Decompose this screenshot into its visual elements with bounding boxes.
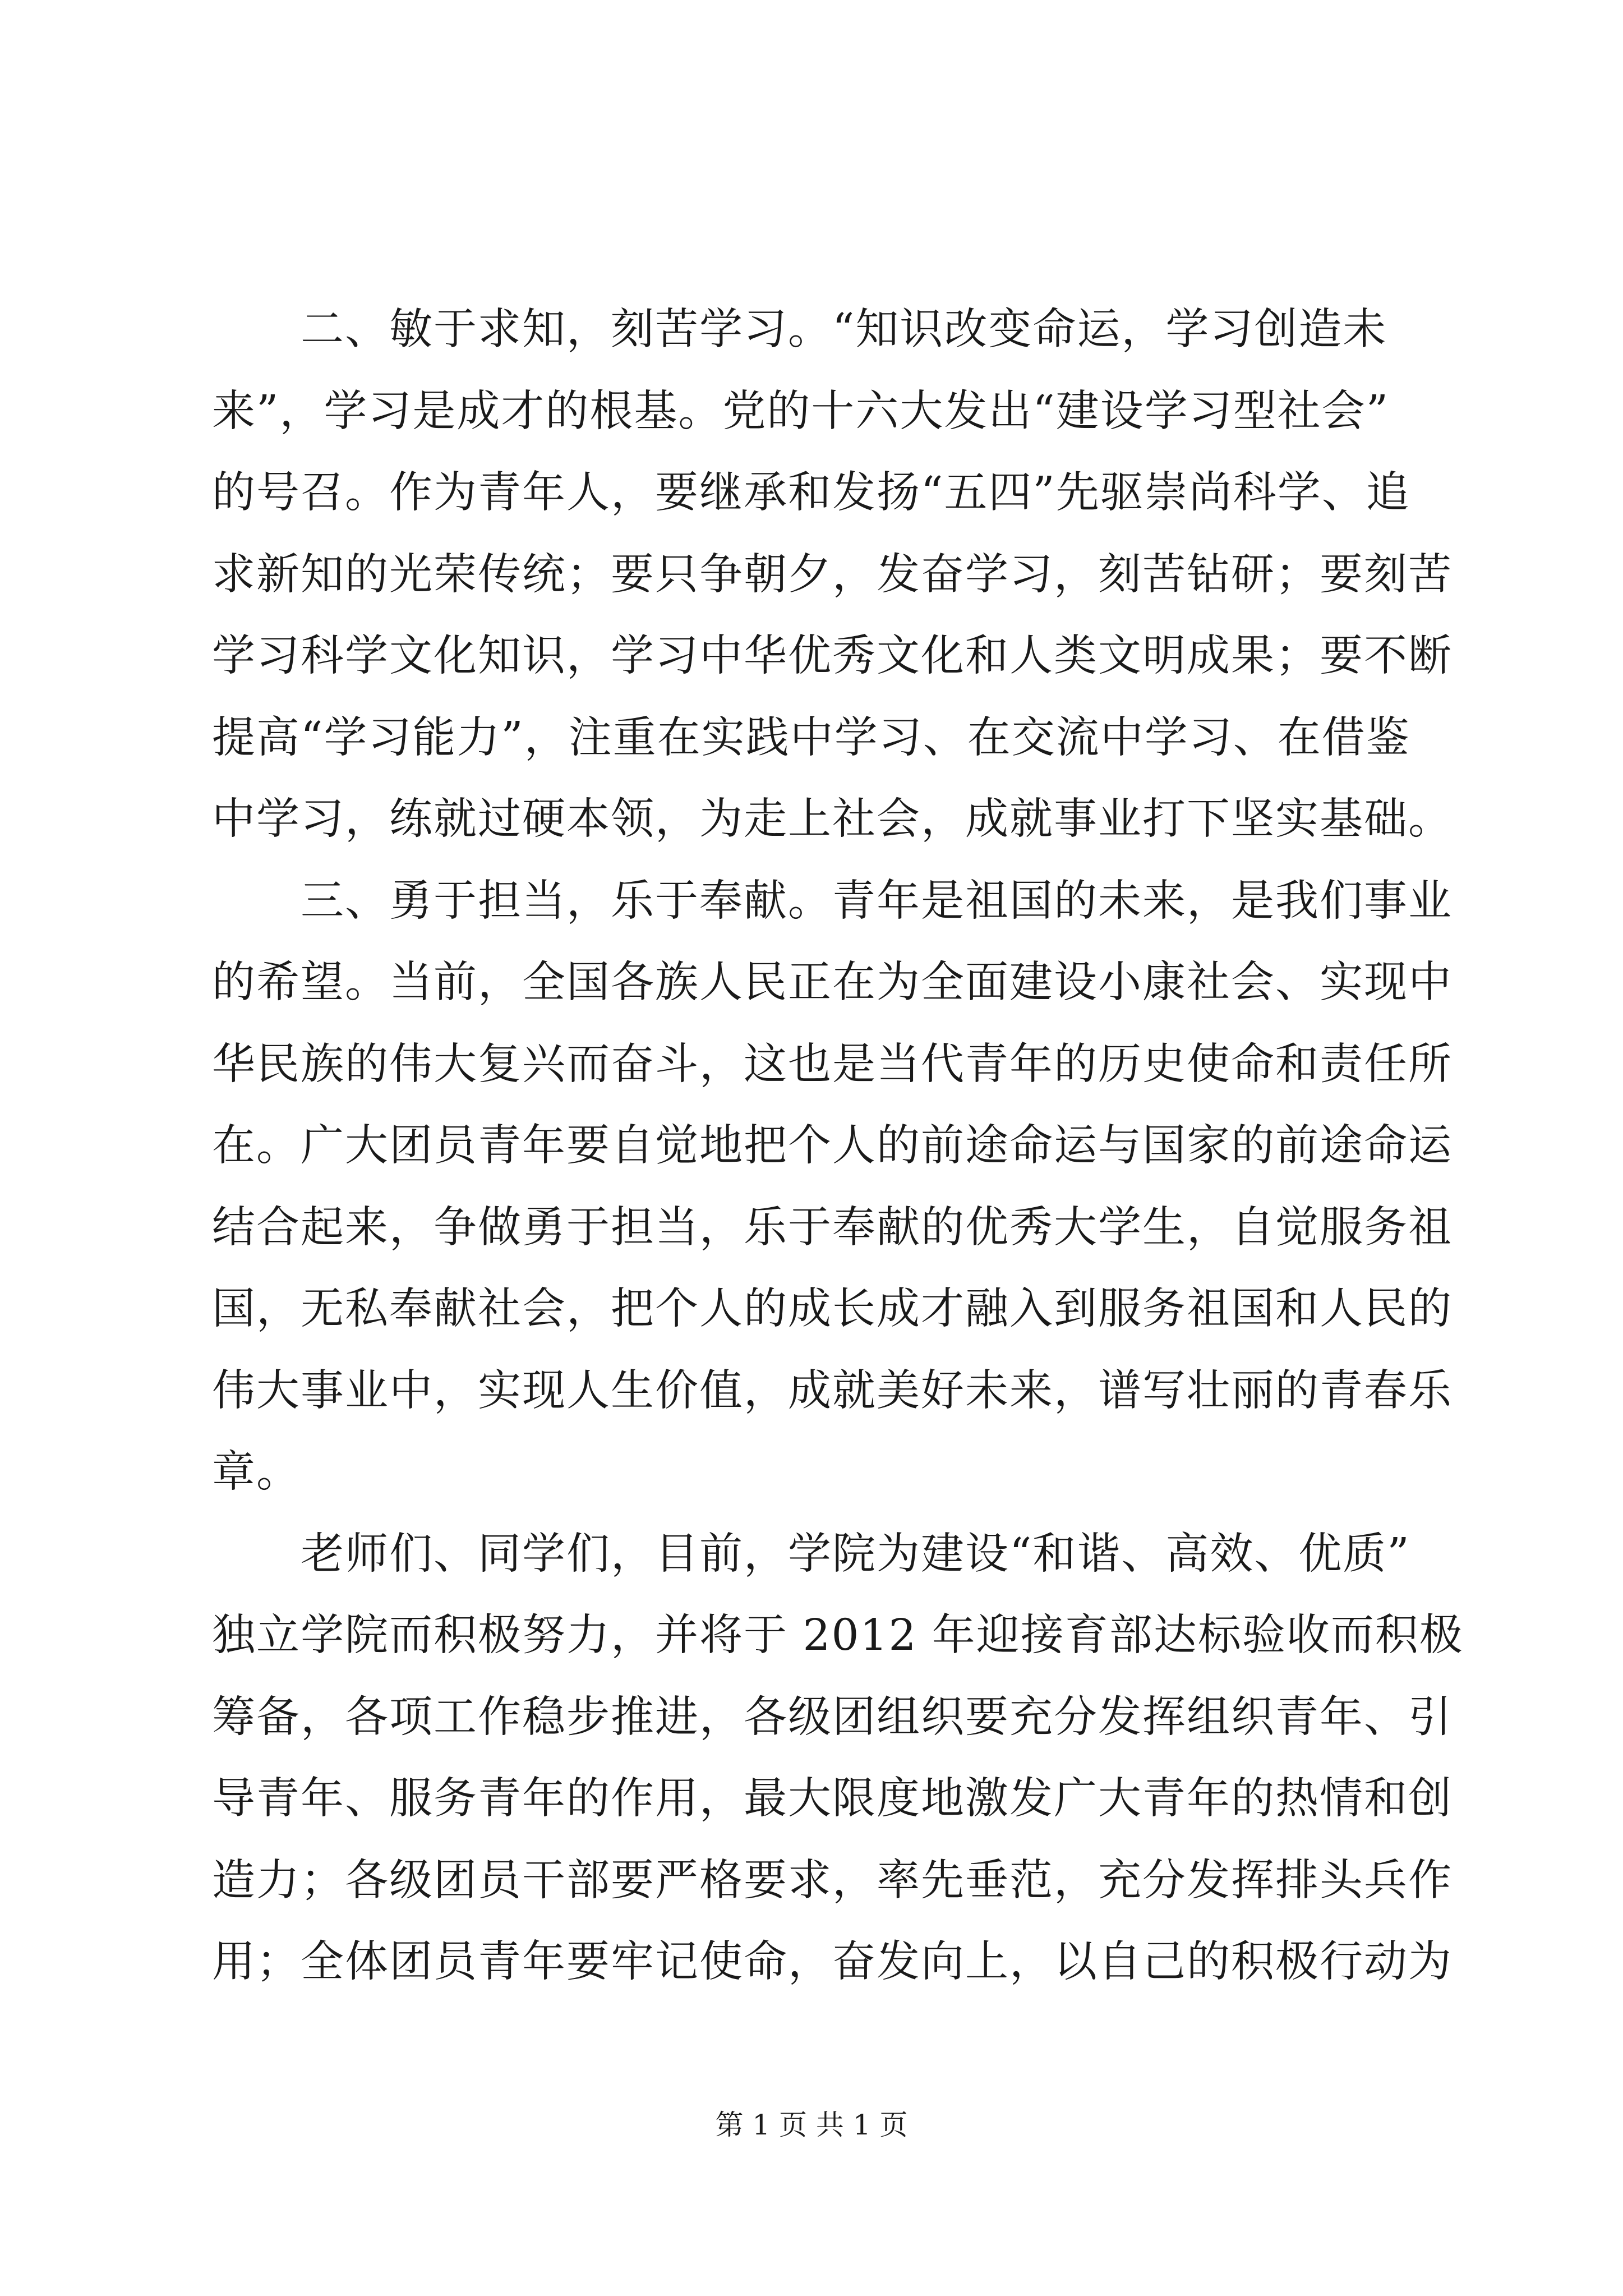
text-line: 提高“学习能力”，注重在实践中学习、在交流中学习、在借鉴 — [212, 712, 1410, 763]
text-line: 结合起来，争做勇于担当，乐于奉献的优秀大学生，自觉服务祖 — [212, 1202, 1453, 1253]
text-line: 来”，学习是成才的根基。党的十六大发出“建设学习型社会” — [212, 386, 1390, 436]
text-line: 的希望。当前，全国各族人民正在为全面建设小康社会、实现中 — [212, 958, 1453, 1007]
text-line: 用；全体团员青年要牢记使命，奋发向上，以自己的积极行动为 — [212, 1937, 1453, 1987]
text-line: 独立学院而积极努力，并将于 2012 年迎接育部达标验收而积极 — [212, 1611, 1464, 1660]
document-body — [212, 289, 1464, 2003]
text-line: 求新知的光荣传统；要只争朝夕，发奋学习，刻苦钻研；要刻苦 — [212, 549, 1453, 600]
text-line: 学习科学文化知识，学习中华优秀文化和人类文明成果；要不断 — [212, 631, 1453, 681]
text-line: 华民族的伟大复兴而奋斗，这也是当代青年的历史使命和责任所 — [212, 1039, 1453, 1089]
text-line: 二、敏于求知，刻苦学习。“知识改变命运，学习创造未 — [301, 305, 1387, 355]
text-line: 造力；各级团员干部要严格要求，率先垂范，充分发挥排头兵作 — [212, 1855, 1453, 1906]
text-line: 筹备，各项工作稳步推进，各级团组织要充分发挥组织青年、引 — [212, 1692, 1453, 1742]
text-line: 的号召。作为青年人，要继承和发扬“五四”先驱崇尚科学、追 — [212, 468, 1410, 518]
text-line: 三、勇于担当，乐于奉献。青年是祖国的未来，是我们事业 — [301, 876, 1453, 926]
text-line: 伟大事业中，实现人生价值，成就美好未来，谱写壮丽的青春乐 — [212, 1365, 1453, 1416]
text-line: 在。广大团员青年要自觉地把个人的前途命运与国家的前途命运 — [212, 1121, 1453, 1171]
text-line: 章。 — [212, 1447, 301, 1497]
text-line: 中学习，练就过硬本领，为走上社会，成就事业打下坚实基础。 — [212, 794, 1453, 844]
text-line: 导青年、服务青年的作用，最大限度地激发广大青年的热情和创 — [212, 1774, 1453, 1824]
text-line: 老师们、同学们，目前，学院为建设“和谐、高效、优质” — [301, 1529, 1410, 1579]
page-footer: 第 1 页 共 1 页 — [715, 2109, 908, 2141]
text-line: 国，无私奉献社会，把个人的成长成才融入到服务祖国和人民的 — [212, 1284, 1453, 1334]
